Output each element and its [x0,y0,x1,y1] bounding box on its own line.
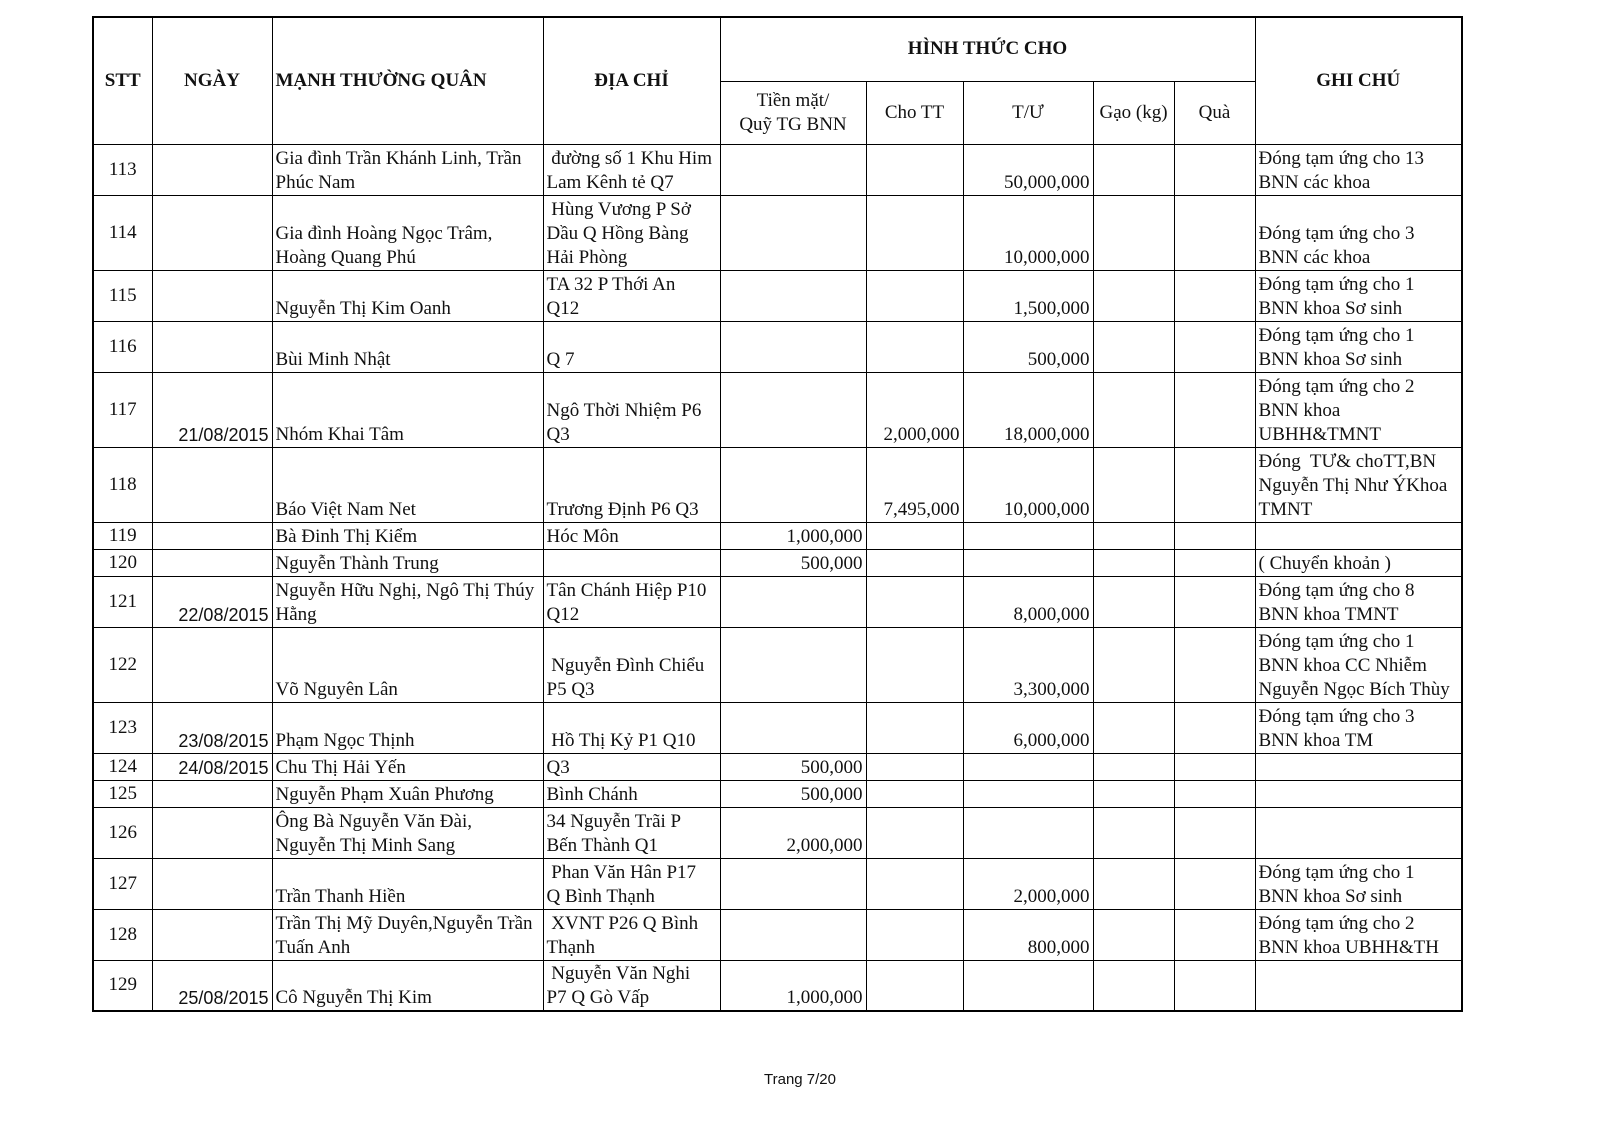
tu-amount [963,807,1093,858]
table-row [93,522,1462,549]
note-text [1255,549,1462,576]
gift-amount [1174,522,1255,549]
cho-tt-amount: 7,495,000 [866,447,963,522]
note-text-line: TMNT [1258,498,1313,520]
row-date [152,858,272,909]
donor-address-line: P7 Q Gò Vấp [546,987,650,1008]
row-number: 120 [93,549,152,576]
table-row [93,807,1462,858]
note-text-line: Đóng tạm ứng cho 2 [1258,375,1415,397]
tu-amount: 800,000 [963,909,1093,960]
header-stt: STT [93,17,152,144]
donor-address [543,627,720,702]
row-number: 122 [93,627,152,702]
table-row [93,549,1462,576]
note-text [1255,858,1462,909]
row-date [152,909,272,960]
donor-name-line: Trần Thị Mỹ Duyên,Nguyễn Trần [275,912,533,934]
donor-name-line: Báo Việt Nam Net [275,498,416,520]
donor-address [543,960,720,1011]
donor-name [272,270,543,321]
cho-tt-amount [866,144,963,195]
donor-address-line: TA 32 P Thới An [546,273,676,295]
note-text-line: Nguyễn Thị Như ÝKhoa [1258,474,1448,496]
donor-name [272,321,543,372]
note-text [1255,702,1462,753]
donor-address-line: Ngô Thời Nhiệm P6 [546,399,702,421]
row-number: 127 [93,858,152,909]
donor-address-line: Hóc Môn [546,525,619,547]
gift-amount [1174,702,1255,753]
donor-name [272,522,543,549]
donor-name [272,753,543,780]
gift-amount [1174,321,1255,372]
row-number: 125 [93,780,152,807]
row-date [152,447,272,522]
cash-amount: 500,000 [720,780,866,807]
donor-address [543,780,720,807]
row-date [152,549,272,576]
cho-tt-amount [866,549,963,576]
note-text [1255,753,1462,780]
row-date [152,195,272,270]
donor-address-line: Hải Phòng [546,246,628,268]
rice-amount [1093,909,1174,960]
note-text-line: Đóng tạm ứng cho 3 [1258,222,1415,244]
note-text-line: BNN khoa UBHH&TH [1258,936,1439,958]
table-row [93,144,1462,195]
header-note: GHI CHÚ [1255,17,1462,144]
donor-address [543,270,720,321]
donor-address-line: Tân Chánh Hiệp P10 [546,579,707,601]
note-text-line: BNN các khoa [1258,246,1371,268]
note-text-line: Đóng tạm ứng cho 13 [1258,147,1424,169]
gift-amount [1174,753,1255,780]
tu-amount: 8,000,000 [963,576,1093,627]
gift-amount [1174,960,1255,1011]
cash-amount [720,195,866,270]
note-text [1255,144,1462,195]
cho-tt-amount [866,753,963,780]
rice-amount [1093,858,1174,909]
rice-amount [1093,195,1174,270]
note-text-line: Nguyễn Ngọc Bích Thùy [1258,678,1450,700]
cho-tt-amount [866,270,963,321]
cho-tt-amount [866,780,963,807]
row-number: 129 [93,960,152,1011]
note-text [1255,909,1462,960]
table-row [93,780,1462,807]
donor-address [543,576,720,627]
tu-amount: 6,000,000 [963,702,1093,753]
rice-amount [1093,780,1174,807]
cash-amount [720,270,866,321]
cash-amount [720,372,866,447]
donor-address-line: Q3 [546,423,570,445]
donor-address [543,753,720,780]
table-row [93,321,1462,372]
note-text [1255,576,1462,627]
donor-address-line: 34 Nguyễn Trãi P [546,810,682,832]
donor-address [543,522,720,549]
row-date [152,522,272,549]
header-address: ĐỊA CHỈ [543,17,720,144]
donor-name-line: Phúc Nam [275,171,356,193]
donor-address-line: đường số 1 Khu Him [546,147,712,169]
cho-tt-amount [866,858,963,909]
note-text [1255,780,1462,807]
row-date: 25/08/2015 [152,960,272,1011]
donor-name-line: Bùi Minh Nhật [275,348,391,370]
row-date: 23/08/2015 [152,702,272,753]
donor-address-line: Nguyễn Đình Chiểu [546,654,705,676]
row-number: 119 [93,522,152,549]
row-date: 22/08/2015 [152,576,272,627]
gift-amount [1174,576,1255,627]
header-rice: Gạo (kg) [1093,81,1174,144]
row-date: 21/08/2015 [152,372,272,447]
cho-tt-amount [866,627,963,702]
donor-name-line: Võ Nguyên Lân [275,678,398,700]
donor-name-line: Cô Nguyễn Thị Kim [275,987,432,1008]
header-tu: T/Ư [963,81,1093,144]
row-number: 121 [93,576,152,627]
donor-address-line: Bến Thành Q1 [546,834,659,856]
row-number: 118 [93,447,152,522]
donor-address-line: Q 7 [546,348,575,370]
tu-amount [963,960,1093,1011]
note-text-line: Đóng tạm ứng cho 2 [1258,912,1415,934]
header-giving-form: HÌNH THỨC CHO [720,17,1255,81]
donor-address-line: Lam Kênh tẻ Q7 [546,171,674,193]
donor-address [543,909,720,960]
note-text-line: Đóng tạm ứng cho 1 [1258,630,1415,652]
donor-name [272,447,543,522]
donor-address [543,321,720,372]
cash-amount [720,858,866,909]
donor-name [272,627,543,702]
row-date [152,780,272,807]
rice-amount [1093,753,1174,780]
table-row [93,909,1462,960]
cash-amount [720,144,866,195]
rice-amount [1093,702,1174,753]
row-date [152,270,272,321]
table-row [93,702,1462,753]
donor-name-line: Chu Thị Hải Yến [275,756,406,778]
note-text [1255,960,1462,1011]
donor-address-line: Trương Định P6 Q3 [546,498,699,520]
table-row [93,195,1462,270]
note-text-line: ( Chuyển khoản ) [1258,552,1391,574]
rice-amount [1093,576,1174,627]
donor-name-line: Tuấn Anh [275,936,351,958]
cho-tt-amount [866,960,963,1011]
cho-tt-amount [866,702,963,753]
note-text [1255,447,1462,522]
donor-name-line: Bà Đinh Thị Kiểm [275,525,418,547]
donor-address [543,702,720,753]
donor-name-line: Nguyễn Thị Minh Sang [275,834,456,856]
note-text [1255,627,1462,702]
cho-tt-amount [866,195,963,270]
donor-name [272,195,543,270]
note-text [1255,522,1462,549]
tu-amount: 3,300,000 [963,627,1093,702]
donor-name-line: Nhóm Khai Tâm [275,423,404,445]
table-row [93,270,1462,321]
gift-amount [1174,627,1255,702]
row-number: 115 [93,270,152,321]
donor-name [272,780,543,807]
donor-name [272,702,543,753]
donor-address-line: Nguyễn Văn Nghi [546,963,691,984]
note-text-line: BNN khoa [1258,399,1341,421]
row-date [152,627,272,702]
note-text-line: BNN khoa Sơ sinh [1258,348,1403,370]
note-text-line: Đóng tạm ứng cho 1 [1258,861,1415,883]
tu-amount: 2,000,000 [963,858,1093,909]
rice-amount [1093,549,1174,576]
gift-amount [1174,780,1255,807]
note-text [1255,270,1462,321]
note-text [1255,807,1462,858]
donor-address [543,447,720,522]
donor-address-line: Q3 [546,756,570,778]
gift-amount [1174,549,1255,576]
donor-name [272,144,543,195]
cash-amount [720,576,866,627]
header-cho-tt: Cho TT [866,81,963,144]
gift-amount [1174,858,1255,909]
donor-name-line: Nguyễn Thành Trung [275,552,439,574]
donor-address-line: P5 Q3 [546,678,595,700]
cho-tt-amount [866,522,963,549]
donor-address [543,144,720,195]
tu-amount: 50,000,000 [963,144,1093,195]
rice-amount [1093,372,1174,447]
note-text-line: Đóng TƯ& choTT,BN [1258,450,1437,472]
header-donor: MẠNH THƯỜNG QUÂN [272,17,543,144]
row-number: 114 [93,195,152,270]
rice-amount [1093,321,1174,372]
cash-amount [720,909,866,960]
note-text [1255,195,1462,270]
donor-address [543,195,720,270]
cash-amount [720,702,866,753]
donor-name-line: Nguyễn Phạm Xuân Phương [275,783,494,805]
row-number: 124 [93,753,152,780]
donor-address-line: Bình Chánh [546,783,638,805]
header-date: NGÀY [152,17,272,144]
cash-amount: 1,000,000 [720,522,866,549]
donor-name-line: Hoàng Quang Phú [275,246,416,268]
donor-name-line: Gia đình Trần Khánh Linh, Trần [275,147,522,169]
donor-name-line: Nguyễn Thị Kim Oanh [275,297,451,319]
row-number: 117 [93,372,152,447]
tu-amount: 500,000 [963,321,1093,372]
row-date [152,807,272,858]
table-row [93,447,1462,522]
tu-amount [963,522,1093,549]
table-row [93,858,1462,909]
donor-address [543,549,720,576]
tu-amount [963,753,1093,780]
cho-tt-amount [866,576,963,627]
note-text-line: UBHH&TMNT [1258,423,1381,445]
rice-amount [1093,144,1174,195]
header-cash-line1: Tiền mặt/ [756,89,830,111]
note-text-line: BNN khoa TMNT [1258,603,1399,625]
cho-tt-amount [866,321,963,372]
donor-address-line: XVNT P26 Q Bình [546,912,699,934]
note-text-line: Đóng tạm ứng cho 1 [1258,324,1415,346]
donor-address-line: Thạnh [546,936,596,958]
cash-amount: 1,000,000 [720,960,866,1011]
donor-name-line: Phạm Ngọc Thịnh [275,729,415,751]
donor-name [272,909,543,960]
row-date [152,144,272,195]
row-number: 128 [93,909,152,960]
donor-name-line: Hằng [275,603,317,625]
cho-tt-amount [866,909,963,960]
donor-address-line: Q Bình Thạnh [546,885,655,907]
note-text-line: BNN các khoa [1258,171,1371,193]
donor-address [543,807,720,858]
gift-amount [1174,807,1255,858]
donor-address-line: Q12 [546,603,580,625]
tu-amount: 10,000,000 [963,447,1093,522]
donor-name-line: Ông Bà Nguyễn Văn Đài, [275,810,472,832]
rice-amount [1093,522,1174,549]
row-number: 116 [93,321,152,372]
donor-address-line: Q12 [546,297,580,319]
tu-amount [963,549,1093,576]
table-row [93,627,1462,702]
donor-address-line: Phan Văn Hân P17 [546,861,697,883]
cho-tt-amount [866,807,963,858]
donation-table [92,16,1463,1012]
cash-amount [720,447,866,522]
rice-amount [1093,447,1174,522]
row-date: 24/08/2015 [152,753,272,780]
note-text-line: BNN khoa Sơ sinh [1258,297,1403,319]
tu-amount: 18,000,000 [963,372,1093,447]
donor-name [272,960,543,1011]
donor-address-line: Dầu Q Hồng Bàng [546,222,689,244]
note-text-line: Đóng tạm ứng cho 8 [1258,579,1415,601]
row-number: 113 [93,144,152,195]
cash-amount [720,627,866,702]
page-number: Trang 7/20 [764,1071,836,1088]
header-gift: Quà [1174,81,1255,144]
donor-address-line: Hồ Thị Kỷ P1 Q10 [546,729,696,751]
note-text-line: Đóng tạm ứng cho 1 [1258,273,1415,295]
table-row [93,753,1462,780]
note-text-line: BNN khoa Sơ sinh [1258,885,1403,907]
note-text-line: BNN khoa TM [1258,729,1374,751]
gift-amount [1174,909,1255,960]
row-date [152,321,272,372]
header-cash [720,81,866,144]
tu-amount: 1,500,000 [963,270,1093,321]
note-text-line: Đóng tạm ứng cho 3 [1258,705,1415,727]
rice-amount [1093,960,1174,1011]
donor-address [543,372,720,447]
note-text-line: BNN khoa CC Nhiễm [1258,654,1427,676]
note-text [1255,321,1462,372]
cash-amount: 2,000,000 [720,807,866,858]
donor-name [272,372,543,447]
tu-amount: 10,000,000 [963,195,1093,270]
donor-name-line: Nguyễn Hữu Nghị, Ngô Thị Thúy [275,579,535,601]
cash-amount [720,321,866,372]
tu-amount [963,780,1093,807]
row-number: 123 [93,702,152,753]
donor-name [272,858,543,909]
note-text [1255,372,1462,447]
row-number: 126 [93,807,152,858]
rice-amount [1093,807,1174,858]
cash-amount: 500,000 [720,753,866,780]
rice-amount [1093,627,1174,702]
table-body [93,144,1462,1011]
gift-amount [1174,270,1255,321]
gift-amount [1174,144,1255,195]
donor-address [543,858,720,909]
gift-amount [1174,372,1255,447]
donor-address-line: Hùng Vương P Sở [546,198,691,220]
table-row [93,960,1462,1011]
cash-amount: 500,000 [720,549,866,576]
table-row [93,576,1462,627]
donor-name-line: Trần Thanh Hiền [275,885,406,907]
donor-name [272,807,543,858]
donor-name-line: Gia đình Hoàng Ngọc Trâm, [275,222,493,244]
header-cash-line2: Quỹ TG BNN [739,113,847,135]
table-row [93,372,1462,447]
cho-tt-amount: 2,000,000 [866,372,963,447]
donor-name [272,576,543,627]
rice-amount [1093,270,1174,321]
donor-name [272,549,543,576]
gift-amount [1174,195,1255,270]
gift-amount [1174,447,1255,522]
